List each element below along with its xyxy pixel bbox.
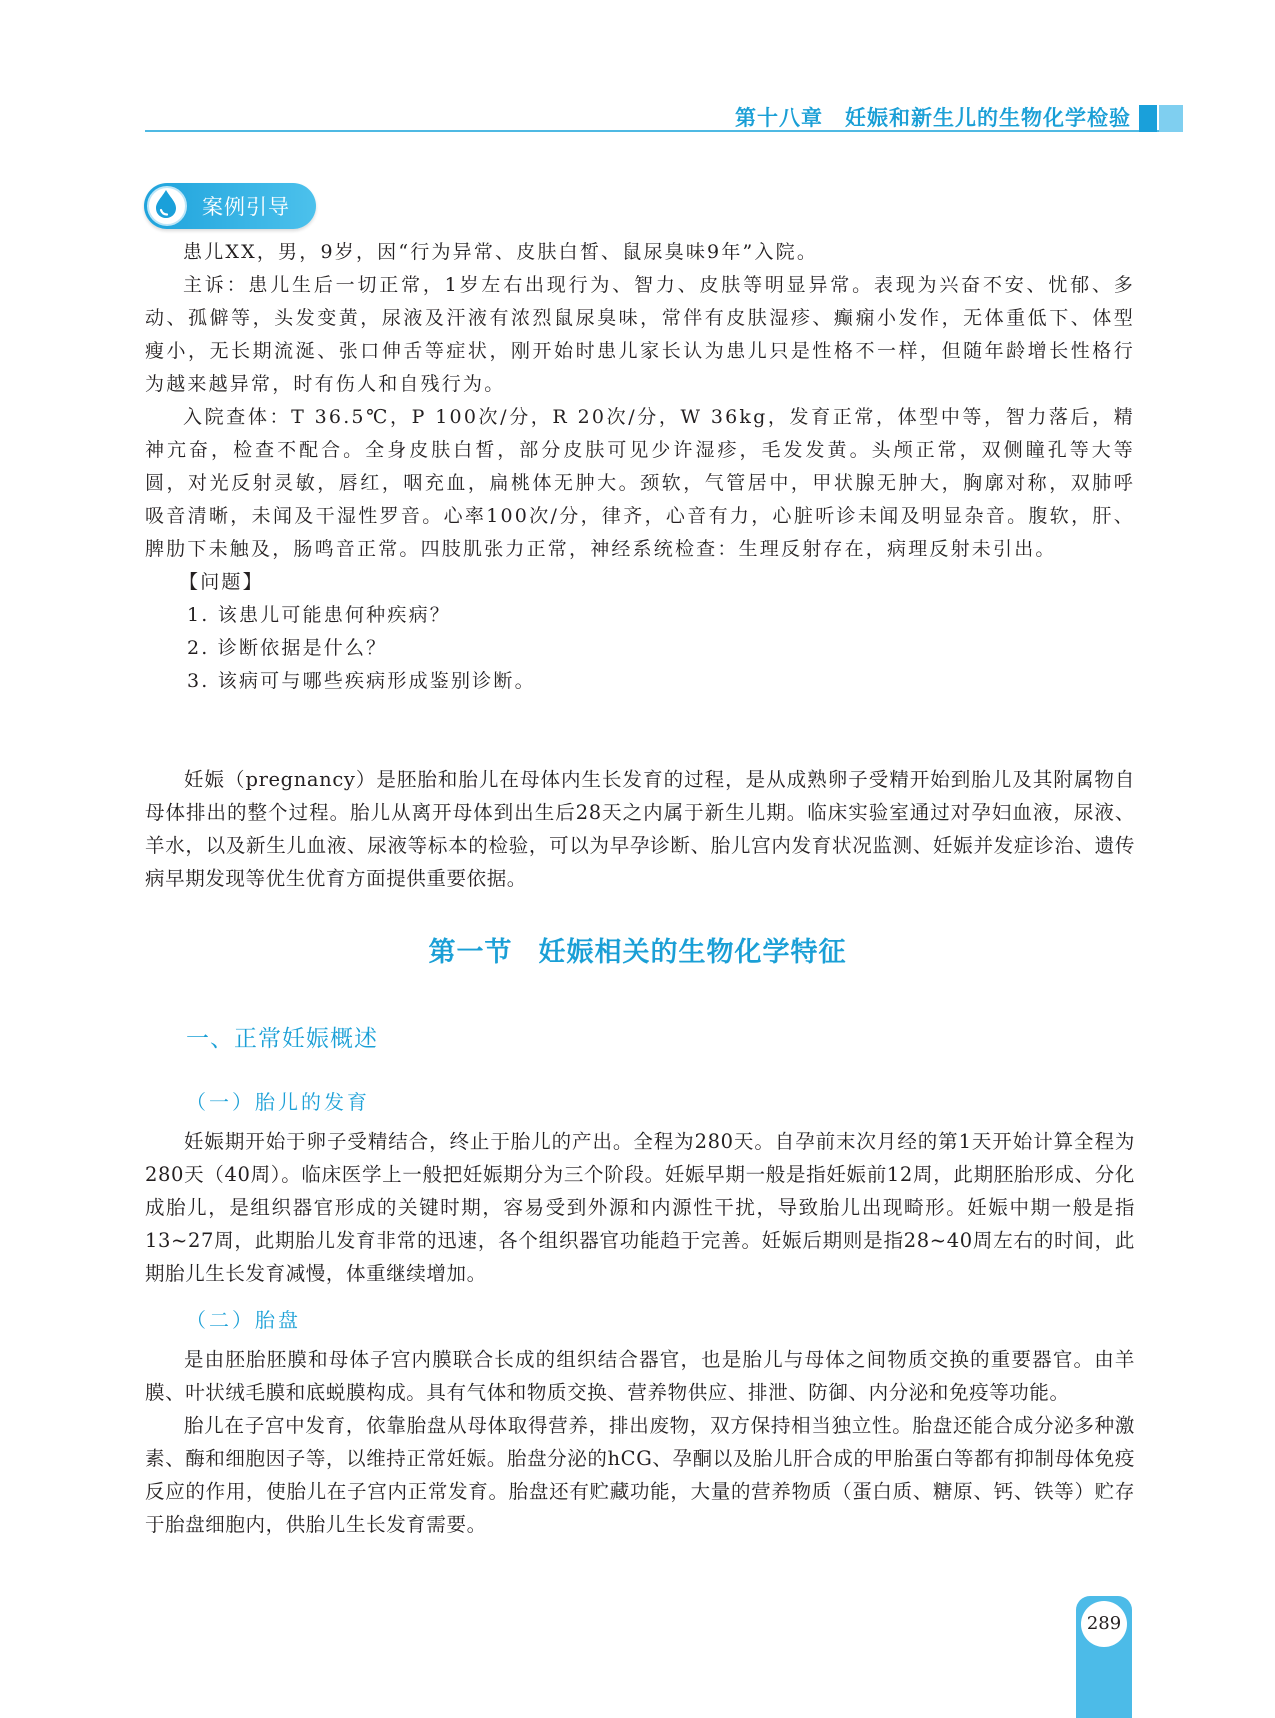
question-item: 3. 该病可与哪些疾病形成鉴别诊断。 bbox=[187, 670, 536, 692]
header-rule bbox=[145, 130, 1183, 132]
chapter-number: 第十八章 bbox=[735, 106, 823, 130]
fetal-development-section bbox=[145, 1125, 1135, 1290]
case-paragraph-exam: 入院查体：T 36.5℃，P 100次/分，R 20次/分，W 36kg，发育正常，体型中等，智力落后，精神亢奋，检查不配合。全身皮肤白皙，部分皮肤可见少许湿疹，毛发发黄。头颅正常，双侧瞳孔等大等圆，对光反射灵敏，唇红，咽充血，扁桃体无肿大。颈软，气管居中，甲状腺无肿大，胸廓对称，双肺呼吸音清晰，未闻及干湿性罗音。心率100次/分，律齐，心音有力，心脏听诊未闻及明显杂音。腹软，肝、脾肋下未触及，肠鸣音正常。四肢肌张力正常，神经系统检查：生理反射存在，病理反射未引出。 bbox=[145, 406, 1135, 560]
chapter-title: 妊娠和新生儿的生物化学检验 bbox=[845, 106, 1131, 130]
section-title bbox=[0, 930, 1275, 969]
header-color-block-light bbox=[1159, 105, 1183, 132]
placenta-section bbox=[145, 1343, 1135, 1541]
water-drop-icon bbox=[151, 188, 181, 220]
running-header bbox=[735, 102, 1131, 132]
questions-heading: 【问题】 bbox=[179, 571, 264, 593]
fetal-development-paragraph: 妊娠期开始于卵子受精结合，终止于胎儿的产出。全程为280天。自孕前末次月经的第1天开始计算全程为280天（40周）。临床医学上一般把妊娠期分为三个阶段。妊娠早期一般是指妊娠前12周，此期胚胎形成、分化成胎儿，是组织器官形成的关键时期，容易受到外源和内源性干扰，导致胎儿出现畸形。妊娠中期一般是指13~27周，此期胎儿发育非常的迅速，各个组织器官功能趋于完善。妊娠后期则是指28~40周左右的时间，此期胎儿生长发育减慢，体重继续增加。 bbox=[145, 1130, 1135, 1285]
page-number: 289 bbox=[1081, 1601, 1127, 1647]
case-paragraph-patient: 患儿XX，男，9岁，因“行为异常、皮肤白皙、鼠尿臭味9年”入院。 bbox=[183, 241, 819, 263]
question-item: 1. 该患儿可能患何种疾病？ bbox=[187, 604, 451, 626]
subheading-placenta: （二）胎盘 bbox=[186, 1308, 301, 1332]
case-guide-badge bbox=[144, 183, 316, 229]
section-title-text: 妊娠相关的生物化学特征 bbox=[538, 937, 847, 968]
section-number: 第一节 bbox=[428, 937, 513, 968]
subheading-fetal-development: （一）胎儿的发育 bbox=[186, 1090, 370, 1114]
intro-section bbox=[145, 763, 1135, 895]
header-color-block bbox=[1139, 105, 1157, 132]
question-item: 2. 诊断依据是什么？ bbox=[187, 637, 388, 659]
placenta-paragraph-2: 胎儿在子宫中发育，依靠胎盘从母体取得营养，排出废物，双方保持相当独立性。胎盘还能合成分泌多种激素、酶和细胞因子等，以维持正常妊娠。胎盘分泌的hCG、孕酮以及胎儿肝合成的甲胎蛋白等都有抑制母体免疫反应的作用，使胎儿在子宫内正常发育。胎盘还有贮藏功能，大量的营养物质（蛋白质、糖原、钙、铁等）贮存于胎盘细胞内，供胎儿生长发育需要。 bbox=[145, 1414, 1135, 1536]
case-paragraph-complaint: 主诉：患儿生后一切正常，1岁左右出现行为、智力、皮肤等明显异常。表现为兴奋不安、忧郁、多动、孤僻等，头发变黄，尿液及汗液有浓烈鼠尿臭味，常伴有皮肤湿疹、癫痫小发作，无体重低下、体型瘦小，无长期流涎、张口伸舌等症状，刚开始时患儿家长认为患儿只是性格不一样，但随年龄增长性格行为越来越异常，时有伤人和自残行为。 bbox=[145, 274, 1135, 395]
intro-paragraph: 妊娠（pregnancy）是胚胎和胎儿在母体内生长发育的过程，是从成熟卵子受精开始到胎儿及其附属物自母体排出的整个过程。胎儿从离开母体到出生后28天之内属于新生儿期。临床实验室通过对孕妇血液，尿液、羊水，以及新生儿血液、尿液等标本的检验，可以为早孕诊断、胎儿宫内发育状况监测、妊娠并发症诊治、遗传病早期发现等优生优育方面提供重要依据。 bbox=[145, 768, 1135, 890]
placenta-paragraph-1: 是由胚胎胚膜和母体子宫内膜联合长成的组织结合器官，也是胎儿与母体之间物质交换的重要器官。由羊膜、叶状绒毛膜和底蜕膜构成。具有气体和物质交换、营养物供应、排泄、防御、内分泌和免疫等功能。 bbox=[145, 1348, 1135, 1404]
heading-normal-pregnancy: 一、正常妊娠概述 bbox=[186, 1026, 378, 1052]
case-content bbox=[145, 236, 1135, 698]
case-guide-label: 案例引导 bbox=[202, 195, 290, 219]
